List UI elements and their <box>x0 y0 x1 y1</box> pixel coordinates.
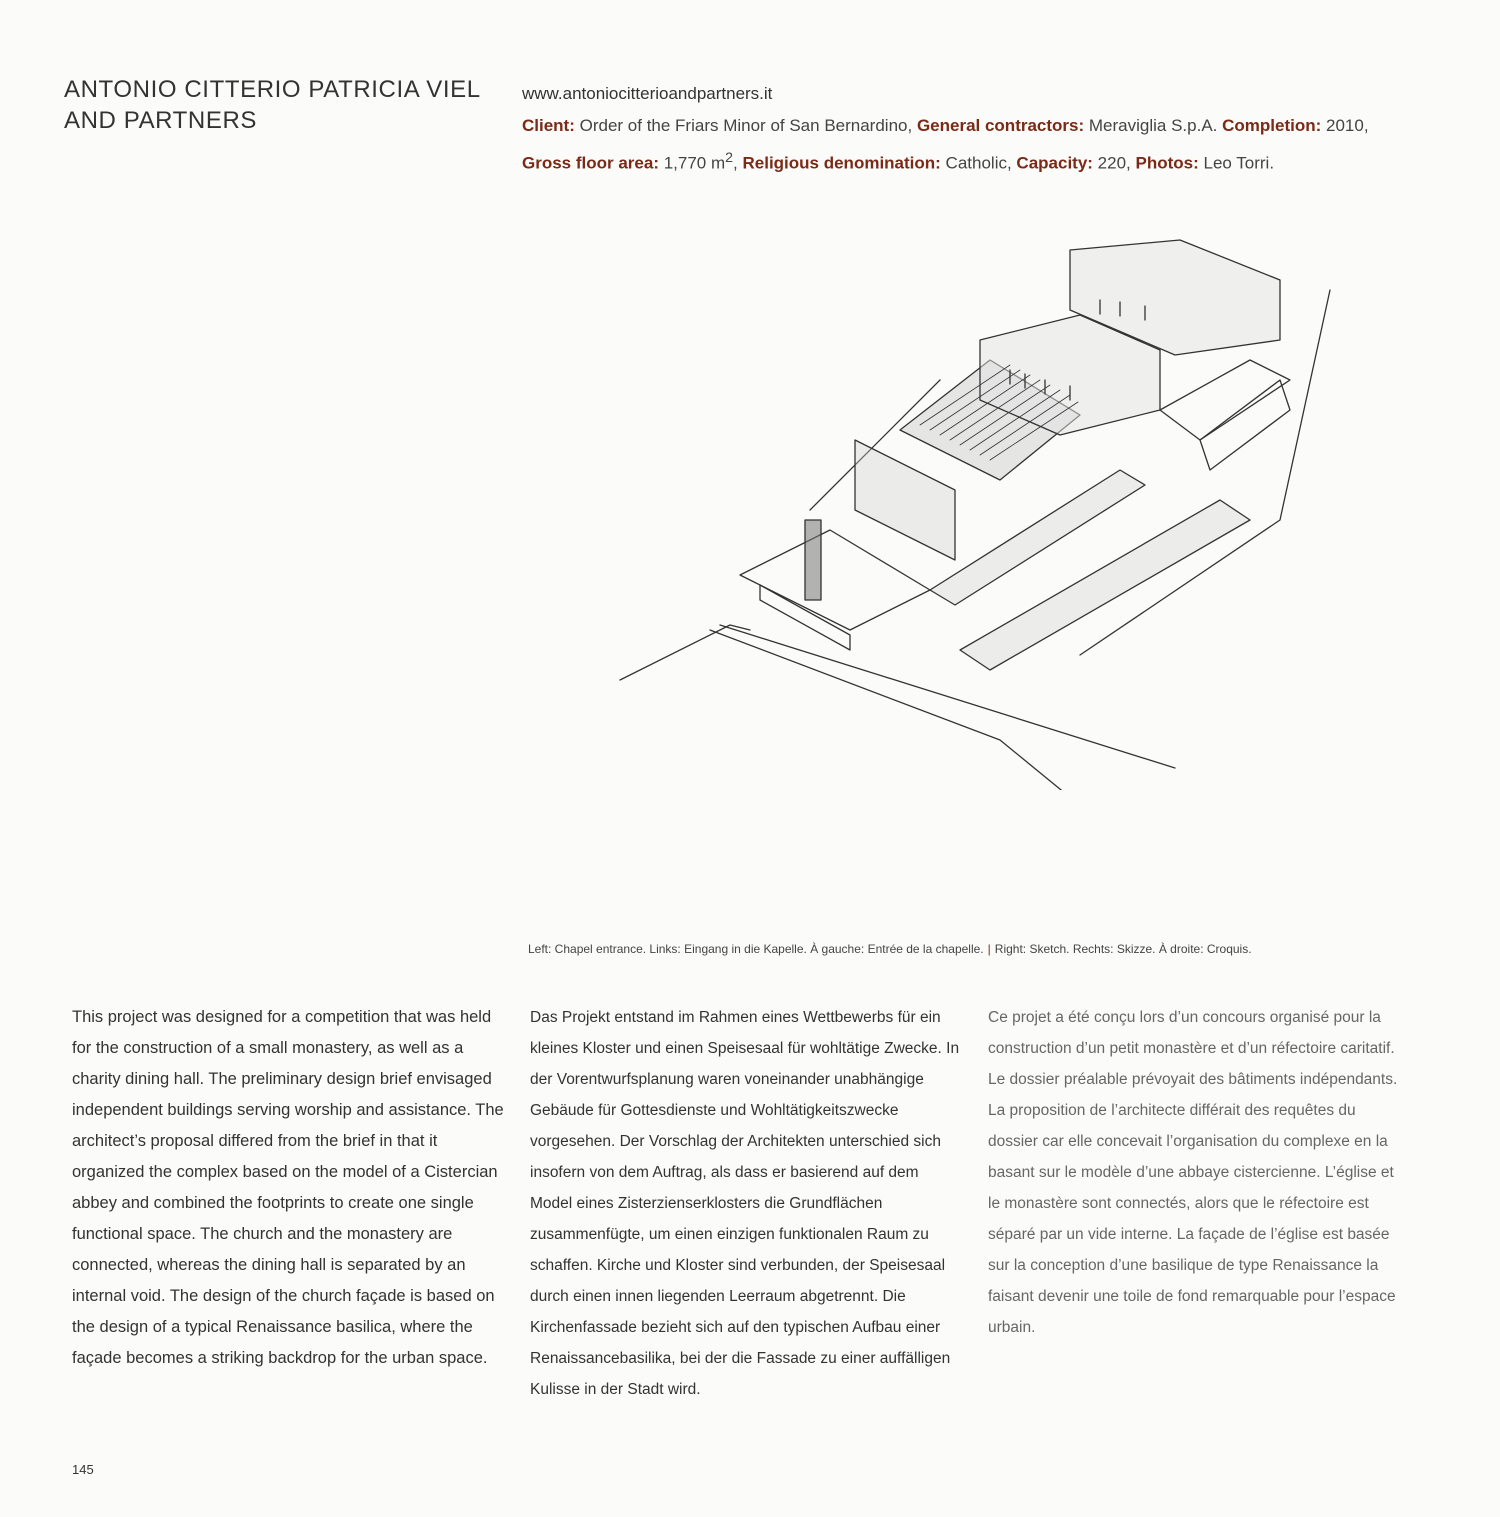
page-number: 145 <box>72 1462 94 1477</box>
photos-label: Photos: <box>1135 153 1199 173</box>
sketch-street-line <box>620 625 750 680</box>
project-metadata <box>522 78 1402 180</box>
gfa-label: Gross floor area: <box>522 153 659 173</box>
sketch-street-line <box>720 625 1175 768</box>
sketch-church-facade <box>855 440 955 560</box>
body-text-english: This project was designed for a competition that was held for the construction of a small monastery, as well as a charity dining hall. The preliminary design brief envisaged independent buildings serving worship and assistance. The architect’s proposal differed from the brief in that it organized the complex based on the model of a Cistercian abbey and combined the footprints to create one single functional space. The church and the monastery are connected, whereas the dining hall is separated by an internal void. The design of the church façade is based on the design of a typical Renaissance basilica, where the façade becomes a striking backdrop for the urban space. <box>72 1008 504 1367</box>
figure-caption <box>528 942 1428 956</box>
sketch-bell-tower <box>805 520 821 600</box>
client-label: Client: <box>522 116 575 135</box>
architectural-sketch <box>600 230 1360 790</box>
gfa-value: 1,770 m <box>659 153 726 173</box>
gfa-tail: , <box>733 153 743 173</box>
caption-separator: | <box>987 942 991 956</box>
project-title <box>64 74 484 136</box>
completion-value: 2010, <box>1321 116 1369 135</box>
contractors-value: Meraviglia S.p.A. <box>1084 116 1223 135</box>
photos-value: Leo Torri. <box>1198 153 1275 173</box>
denomination-value: Catholic, <box>940 153 1017 173</box>
client-value: Order of the Friars Minor of San Bernardino, <box>574 116 917 135</box>
sketch-street-line <box>710 630 1110 790</box>
title-line-1: ANTONIO CITTERIO PATRICIA VIEL <box>64 76 481 103</box>
completion-label: Completion: <box>1222 116 1322 135</box>
capacity-value: 220, <box>1092 153 1136 173</box>
sketch-dining-hall <box>960 500 1250 670</box>
caption-right: Right: Sketch. Rechts: Skizze. À droite: Croquis. <box>994 942 1252 956</box>
body-text-german: Das Projekt entstand im Rahmen eines Wettbewerbs für ein kleines Kloster und einen Speisesaal für wohltätige Zwecke. In der Vorentwurfsplanung waren voneinander unabhängige Gebäude für Gottesdienste und Wohltätigkeitszwecke vorgesehen. Der Vorschlag der Architekten unterschied sich insofern von dem Auftrag, als dass er basierend auf dem Model eines Zisterzienserklosters die Grundflächen zusammenfügte, um einen einzigen funktionalen Raum zu schaffen. Kirche und Kloster sind verbunden, der Speisesaal durch einen innen liegenden Leerraum abgetrennt. Die Kirchenfassade bezieht sich auf den typischen Aufbau einer Renaissancebasilika, bei der die Fassade zu einer auffälligen Kulisse in der Stadt wird. <box>530 1009 960 1398</box>
caption-left: Left: Chapel entrance. Links: Eingang in die Kapelle. À gauche: Entrée de la chapelle. <box>528 942 984 956</box>
sketch-arcade <box>1200 380 1290 470</box>
sketch-forecourt <box>740 530 930 630</box>
website-link[interactable]: www.antoniocitterioandpartners.it <box>522 84 773 103</box>
capacity-label: Capacity: <box>1016 153 1093 173</box>
body-text-french: Ce projet a été conçu lors d’un concours organisé pour la construction d’un petit monastère et d’un réfectoire caritatif. Le dossier préalable prévoyait des bâtiments indépendants. La proposition de l’architecte différait des requêtes du dossier car elle concevait l’organisation du complexe en la basant sur le modèle d’une abbaye cistercienne. L’église et le monastère sont connectés, alors que le réfectoire est séparé par un vide interne. La façade de l’église est basée sur la conception d’une basilique de type Renaissance la faisant devenir une toile de fond remarquable pour l’espace urbain. <box>988 1009 1398 1336</box>
title-line-2: AND PARTNERS <box>64 107 258 134</box>
denomination-label: Religious denomination: <box>742 153 941 173</box>
sketch-arcade <box>1160 360 1290 440</box>
contractors-label: General contractors: <box>916 116 1085 135</box>
gfa-superscript: 2 <box>725 150 734 166</box>
